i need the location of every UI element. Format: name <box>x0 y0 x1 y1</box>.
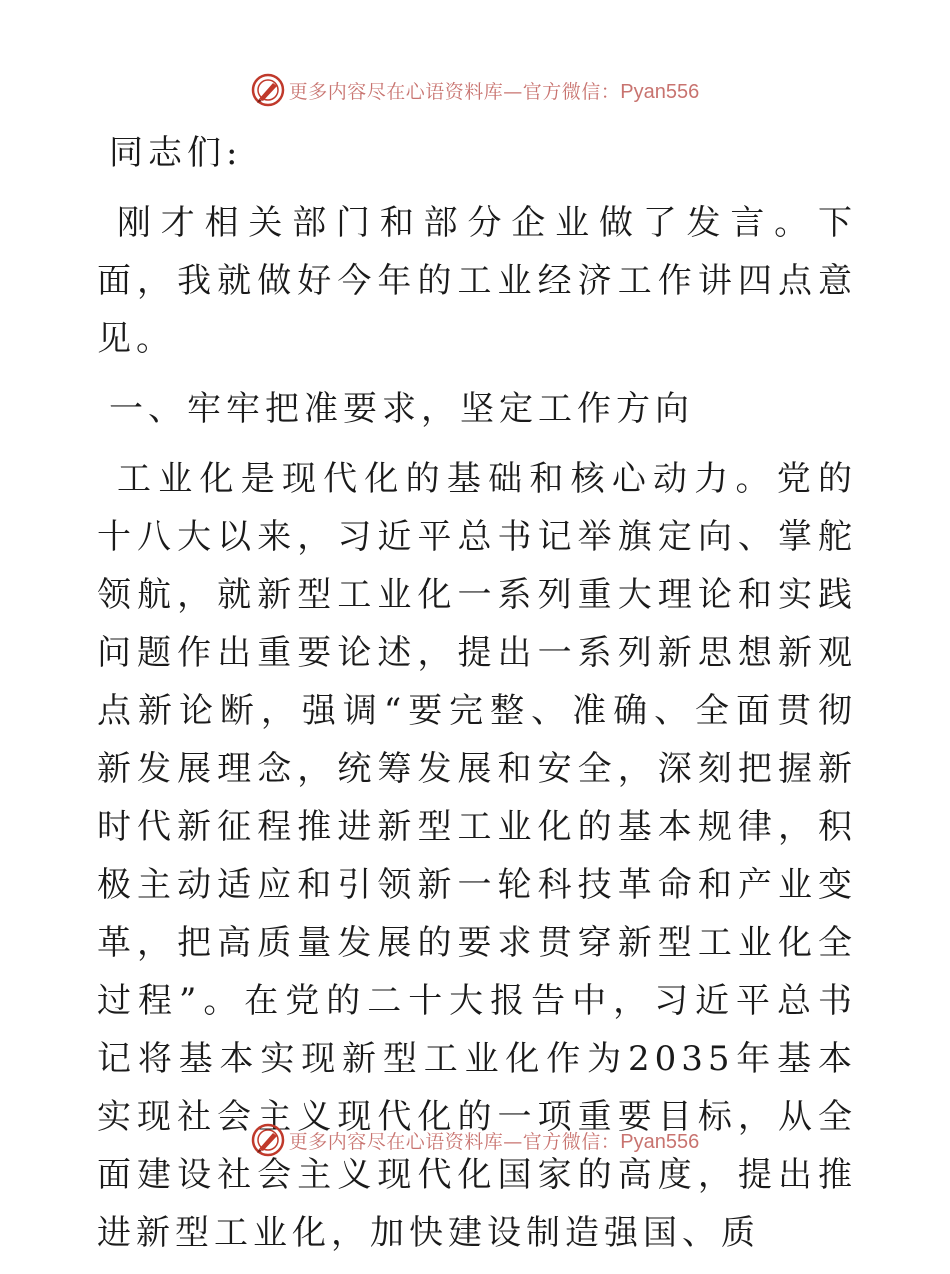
section-1-paragraph: 工业化是现代化的基础和核心动力。党的十八大以来，习近平总书记举旗定向、掌舵领航，就新型工业化一系列重大理论和实践问题作出重要论述，提出一系列新思想新观点新论断，强调“要完整、准确、全面贯彻新发展理念，统筹发展和安全，深刻把握新时代新征程推进新型工业化的基本规律，积极主动适应和引领新一轮科技革命和产业变革，把高质量发展的要求贯穿新型工业化全过程”。在党的二十大报告中，习近平总书记将基本实现新型工业化作为2035年基本实现社会主义现代化的一项重要目标，从全面建设社会主义现代化国家的高度，提出推进新型工业化，加快建设制造强国、质 <box>97 459 857 1253</box>
document-body <box>97 124 857 1274</box>
watermark-text: 更多内容尽在心语资料库—官方微信：Pyan556 <box>288 80 700 103</box>
section-heading-1: 一、牢牢把准要求，坚定工作方向 <box>109 389 694 429</box>
watermark-handle: Pyan556 <box>620 80 700 103</box>
salutation: 同志们: <box>109 133 243 173</box>
watermark-text: 更多内容尽在心语资料库—官方微信：Pyan556 <box>288 1130 700 1153</box>
footer-watermark-banner <box>0 1120 950 1160</box>
watermark-handle: Pyan556 <box>620 1130 700 1153</box>
pen-logo-icon <box>251 73 285 107</box>
intro-paragraph: 刚才相关部门和部分企业做了发言。下面，我就做好今年的工业经济工作讲四点意见。 <box>97 203 857 359</box>
header-watermark-banner <box>0 70 950 110</box>
pen-logo-icon <box>251 1123 285 1157</box>
